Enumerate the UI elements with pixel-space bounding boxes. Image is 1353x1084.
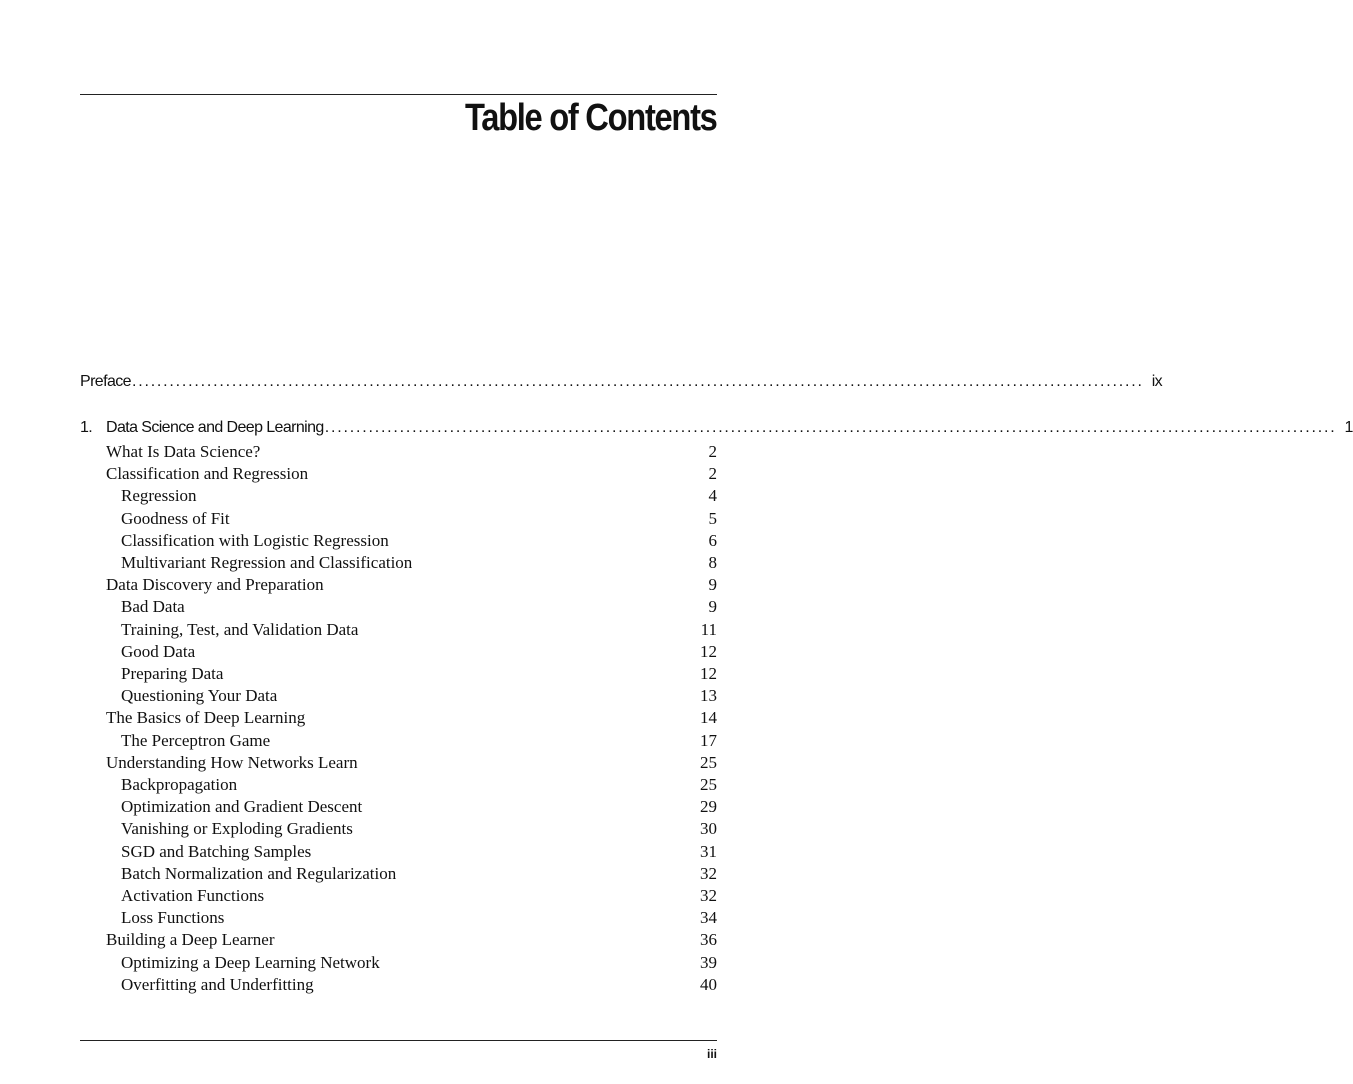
toc-subsection-entry[interactable]: [80, 907, 717, 929]
toc-subsection-entry[interactable]: [80, 552, 717, 574]
entry-label: Training, Test, and Validation Data: [121, 619, 359, 639]
entry-label: Optimization and Gradient Descent: [121, 797, 363, 817]
entry-page: 29: [700, 797, 717, 817]
toc-section-entry[interactable]: [80, 463, 717, 485]
entry-page: 5: [708, 508, 717, 528]
toc-subsection-entry[interactable]: [80, 641, 717, 663]
entry-page: 4: [708, 486, 717, 506]
entry-page: 40: [700, 974, 717, 994]
entry-label: Activation Functions: [121, 886, 265, 905]
entry-page: 14: [700, 708, 717, 728]
entry-page: 11: [700, 619, 717, 639]
toc-subsection-entry[interactable]: [80, 952, 717, 974]
entry-page: 2: [708, 464, 717, 484]
entry-label: Regression: [121, 486, 197, 506]
entry-label: Bad Data: [121, 597, 185, 617]
entry-label: Loss Functions: [121, 908, 225, 928]
entry-label: Good Data: [121, 641, 196, 661]
entry-label: Goodness of Fit: [121, 508, 230, 528]
toc-section-entry[interactable]: [80, 574, 717, 596]
entry-page: 13: [700, 686, 717, 706]
toc-preface-entry[interactable]: [80, 373, 1163, 391]
entry-label: SGD and Batching Samples: [121, 841, 312, 861]
entry-label: Understanding How Networks Learn: [106, 752, 358, 772]
toc-subsection-entry[interactable]: [80, 530, 717, 552]
entry-page: 12: [700, 641, 717, 661]
entry-page: 30: [700, 819, 717, 839]
toc-section-entry[interactable]: [80, 707, 717, 729]
entry-page: 34: [700, 908, 717, 928]
entry-page: 32: [700, 886, 717, 905]
toc-chapter-entry[interactable]: [80, 419, 1353, 437]
entry-label: Preparing Data: [121, 664, 224, 683]
chapter-page: 1: [1344, 419, 1353, 436]
entry-page: 9: [708, 597, 717, 617]
toc-section-entry[interactable]: [80, 752, 717, 774]
entry-page: 32: [700, 863, 717, 883]
toc-subsection-entry[interactable]: [80, 619, 717, 641]
toc-subsection-entry[interactable]: [80, 974, 717, 996]
preface-page: ix: [1151, 373, 1163, 390]
leader-dots: ..................................................................................................................................................................: [131, 373, 1144, 390]
entry-page: 2: [708, 442, 717, 461]
page-number: iii: [706, 1047, 717, 1061]
entry-page: 39: [700, 952, 717, 972]
entry-label: Building a Deep Learner: [106, 930, 275, 950]
entry-label: Multivariant Regression and Classification: [121, 553, 413, 572]
entry-label: Questioning Your Data: [121, 686, 278, 706]
toc-subsection-entry[interactable]: [80, 730, 717, 752]
entry-label: The Perceptron Game: [121, 730, 271, 750]
chapter-number: 1.: [80, 419, 93, 436]
entry-label: Optimizing a Deep Learning Network: [121, 952, 380, 972]
toc-subsection-entry[interactable]: [80, 508, 717, 530]
entry-page: 31: [700, 841, 717, 861]
toc-subsection-entry[interactable]: [80, 774, 717, 796]
toc-section-entry[interactable]: [80, 441, 717, 463]
leader-dots: ..................................................................................................................................................................: [324, 419, 1337, 436]
toc-subsection-entry[interactable]: [80, 685, 717, 707]
toc-subsection-entry[interactable]: [80, 485, 717, 507]
entry-page: 12: [700, 664, 717, 683]
entry-page: 6: [708, 530, 717, 550]
page-title: Table of Contents: [465, 97, 717, 139]
toc-subsection-entry[interactable]: [80, 863, 717, 885]
chapter-label: [80, 419, 324, 437]
entry-label: Data Discovery and Preparation: [106, 575, 324, 595]
entry-label: The Basics of Deep Learning: [106, 708, 306, 728]
toc-section-entry[interactable]: [80, 929, 717, 951]
entry-label: Classification and Regression: [106, 464, 309, 484]
entry-page: 9: [708, 575, 717, 595]
entry-page: 8: [708, 553, 717, 572]
entry-label: Backpropagation: [121, 775, 238, 794]
toc-subsection-entry[interactable]: [80, 596, 717, 618]
entry-label: What Is Data Science?: [106, 442, 261, 461]
toc-subsection-entry[interactable]: [80, 841, 717, 863]
bottom-rule: [80, 1040, 717, 1041]
entry-label: Overfitting and Underfitting: [121, 974, 314, 994]
entry-label: Vanishing or Exploding Gradients: [121, 819, 353, 839]
chapter-title: Data Science and Deep Learning: [106, 419, 324, 436]
toc-subsection-entry[interactable]: [80, 885, 717, 907]
entry-page: 25: [700, 775, 717, 794]
entry-page: 17: [700, 730, 717, 750]
preface-label: Preface: [80, 373, 131, 390]
entry-label: Batch Normalization and Regularization: [121, 863, 397, 883]
entry-label: Classification with Logistic Regression: [121, 530, 389, 550]
entry-page: 36: [700, 930, 717, 950]
toc-subsection-entry[interactable]: [80, 663, 717, 685]
entry-page: 25: [700, 752, 717, 772]
toc-subsection-entry[interactable]: [80, 796, 717, 818]
toc-subsection-entry[interactable]: [80, 818, 717, 840]
